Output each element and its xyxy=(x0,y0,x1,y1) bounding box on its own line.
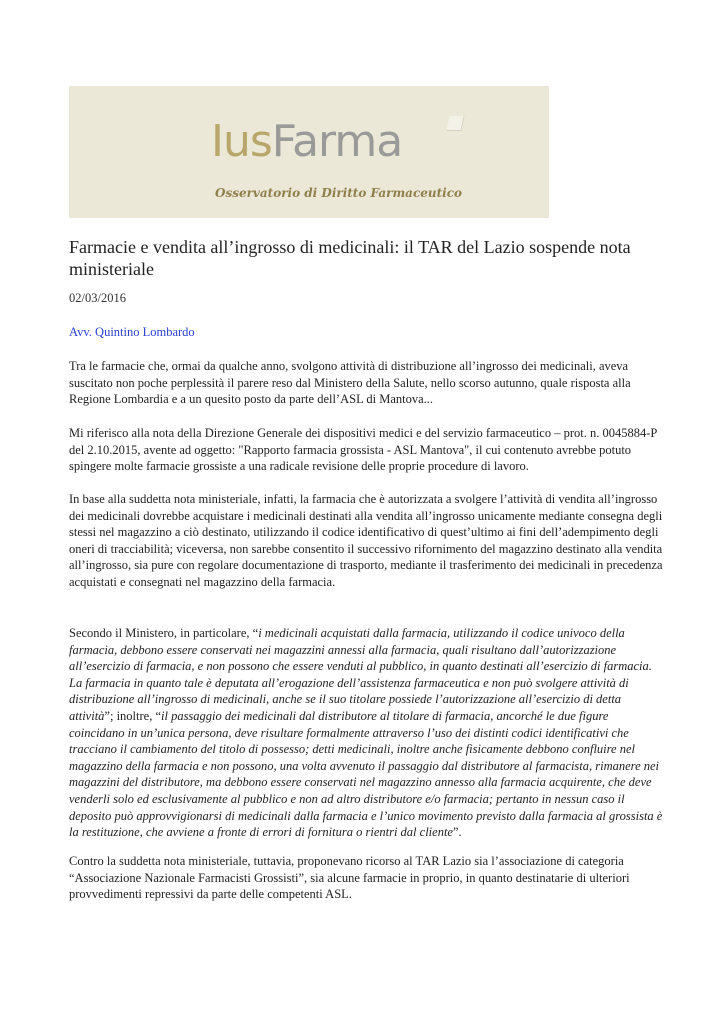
article-title: Farmacie e vendita all’ingrosso di medicinali: il TAR del Lazio sospende nota ministeriale xyxy=(69,237,631,279)
paragraph-4 xyxy=(69,625,664,841)
article-date: 02/03/2016 xyxy=(69,291,126,305)
logo-brand-ius: Ius xyxy=(211,116,272,167)
logo-brand-farma: Farma xyxy=(271,116,403,167)
iusfarma-logo-banner xyxy=(69,86,549,218)
logo-wordmark xyxy=(211,116,403,167)
page-fold-icon xyxy=(446,116,464,131)
author-link[interactable]: Avv. Quintino Lombardo xyxy=(69,325,195,339)
paragraph-4-end: ”. xyxy=(452,825,462,840)
ministry-quote-2: il passaggio dei medicinali dal distributore al titolare di farmacia, ancorché le due figure coincidano in un’unica persona, deve risultare formalmente attraverso l’uso dei distinti codici identificativi che tracciano il cambiamento del titolo di possesso; detti medicinali, inoltre anche fisicamente debbono confluire nel magazzino della farmacia e non possono, una volta avvenuto il passaggio dal distributore al farmacista, rimanere nei magazzini del distributore, ma debbono essere conservati nel magazzino annesso alla farmacia acquirente, che deve venderli solo ed esclusivamente al pubblico e non ad altro distributore e/o farmacia; pertanto in nessun caso il deposito può approvvigionarsi di medicinali dalla farmacia e l’unico movimento previsto dalla farmacia al grossista è la restituzione, che avviene a fronte di errori di fornitura o rientri dal cliente xyxy=(69,708,663,840)
paragraph-4-intro: Secondo il Ministero, in particolare, “ xyxy=(69,626,259,640)
paragraph-2: Mi riferisco alla nota della Direzione Generale dei dispositivi medici e del servizio farmaceutico – prot. n. 0045884-P del 2.10.2015, avente ad oggetto: "Rapporto farmacia grossista - ASL Mantova", il cui contenuto avrebbe potuto spingere molte farmacie grossiste a una radicale revisione delle proprie procedure di lavoro. xyxy=(69,426,657,474)
paragraph-5: Contro la suddetta nota ministeriale, tuttavia, proponevano ricorso al TAR Lazio sia l’associazione di categoria “Associazione Nazionale Farmacisti Grossisti”, sia alcune farmacie in proprio, in quanto destinatarie di ulteriori provvedimenti repressivi da parte delle competenti ASL. xyxy=(69,854,630,902)
logo-tagline: Osservatorio di Diritto Farmaceutico xyxy=(215,186,463,200)
ministry-quote-1: i medicinali acquistati dalla farmacia, utilizzando il codice univoco della farmacia, debbono essere conservati nei magazzini annessi alla farmacia, quali risultano dall’autorizzazione all’esercizio di farmacia, e non possono che essere venduti al pubblico, in quanto destinati all’esercizio di farmacia. La farmacia in quanto tale è deputata all’erogazione dell’assistenza farmaceutica e non può svolgere attività di distribuzione all’ingrosso di medicinali, anche se il suo titolare possiede l’autorizzazione all’esercizio di detta attività xyxy=(69,626,652,723)
paragraph-3: In base alla suddetta nota ministeriale, infatti, la farmacia che è autorizzata a svolgere l’attività di vendita all’ingrosso dei medicinali dovrebbe acquistare i medicinali destinati alla vendita all’ingrosso unicamente mediante consegna degli stessi nel magazzino a ciò destinato, utilizzando il codice identificativo di quest’ultimo ai fini dell’adempimento degli oneri di tracciabilità; viceversa, non sarebbe consentito il successivo rifornimento del magazzino destinato alla vendita all’ingrosso, sia pure con regolare documentazione di trasporto, mediante il trasferimento dei medicinali in precedenza acquistati e consegnati nel magazzino della farmacia. xyxy=(69,492,663,589)
paragraph-4-connector: ”; inoltre, “ xyxy=(104,708,161,723)
paragraph-1: Tra le farmacie che, ormai da qualche anno, svolgono attività di distribuzione all’ingrosso dei medicinali, aveva suscitato non poche perplessità il parere reso dal Ministero della Salute, nello scorso autunno, quale risposta alla Regione Lombardia e a un quesito posto da parte dell’ASL di Mantova... xyxy=(69,359,631,407)
